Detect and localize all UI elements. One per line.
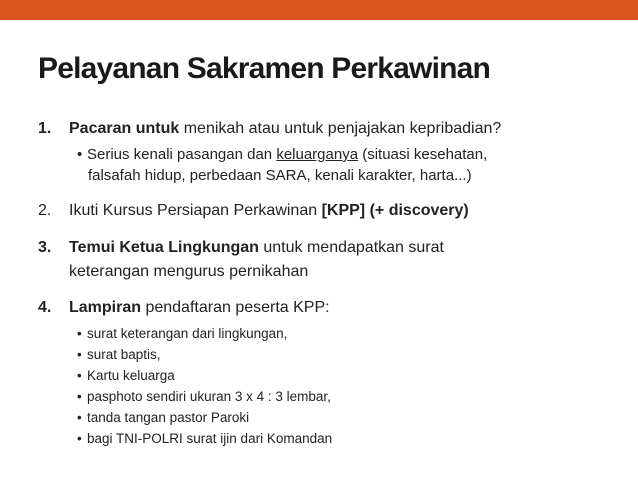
attachment-bullet: • bagi TNI-POLRI surat ijin dari Komandan xyxy=(77,429,332,450)
top-accent-bar xyxy=(0,0,638,20)
bullet-icon: • xyxy=(77,347,82,362)
item-bold-text: Temui Ketua Lingkungan xyxy=(69,239,259,256)
item-text: untuk mendapatkan surat xyxy=(258,239,444,256)
underlined-text: keluarganya xyxy=(276,146,359,163)
bullet-icon: • xyxy=(77,431,82,446)
item-text: pendaftaran peserta KPP: xyxy=(141,299,330,316)
list-item-2 xyxy=(38,199,633,223)
item-number: 4. xyxy=(38,299,52,316)
item-bold-text: Pacaran untuk xyxy=(69,120,180,137)
item-number: 3. xyxy=(38,239,52,256)
list-item-3 xyxy=(38,236,633,284)
list-item-1 xyxy=(38,117,633,141)
bullet-icon: • xyxy=(77,146,83,163)
bullet-icon: • xyxy=(77,410,82,425)
item-number: 2. xyxy=(38,202,52,219)
sub-bullet-item-1: • Serius kenali pasangan dan keluarganya (situasi kesehatan, xyxy=(77,146,488,163)
attachment-bullet: • Kartu keluarga xyxy=(77,366,175,387)
attachment-bullet: • tanda tangan pastor Paroki xyxy=(77,408,249,429)
item-number: 1. xyxy=(38,120,52,137)
attachment-bullet: • pasphoto sendiri ukuran 3 x 4 : 3 lembar, xyxy=(77,387,331,408)
list-item-4 xyxy=(38,296,633,320)
attachment-bullet: • surat baptis, xyxy=(77,345,161,366)
bullet-icon: • xyxy=(77,368,82,383)
item-text: menikah atau untuk penjajakan kepribadian? xyxy=(179,120,502,137)
item-text: Ikuti Kursus Persiapan Perkawinan xyxy=(69,202,322,219)
bullet-icon: • xyxy=(77,389,82,404)
item-bold-text: [KPP] (+ discovery) xyxy=(321,202,469,219)
attachment-bullet: • surat keterangan dari lingkungan, xyxy=(77,324,287,345)
item-continuation: keterangan mengurus pernikahan xyxy=(69,263,309,280)
slide-title: Pelayanan Sakramen Perkawinan xyxy=(38,52,491,85)
item-bold-text: Lampiran xyxy=(69,299,142,316)
bullet-icon: • xyxy=(77,326,82,341)
sub-bullet-line2: falsafah hidup, perbedaan SARA, kenali karakter, harta...) xyxy=(88,167,472,184)
